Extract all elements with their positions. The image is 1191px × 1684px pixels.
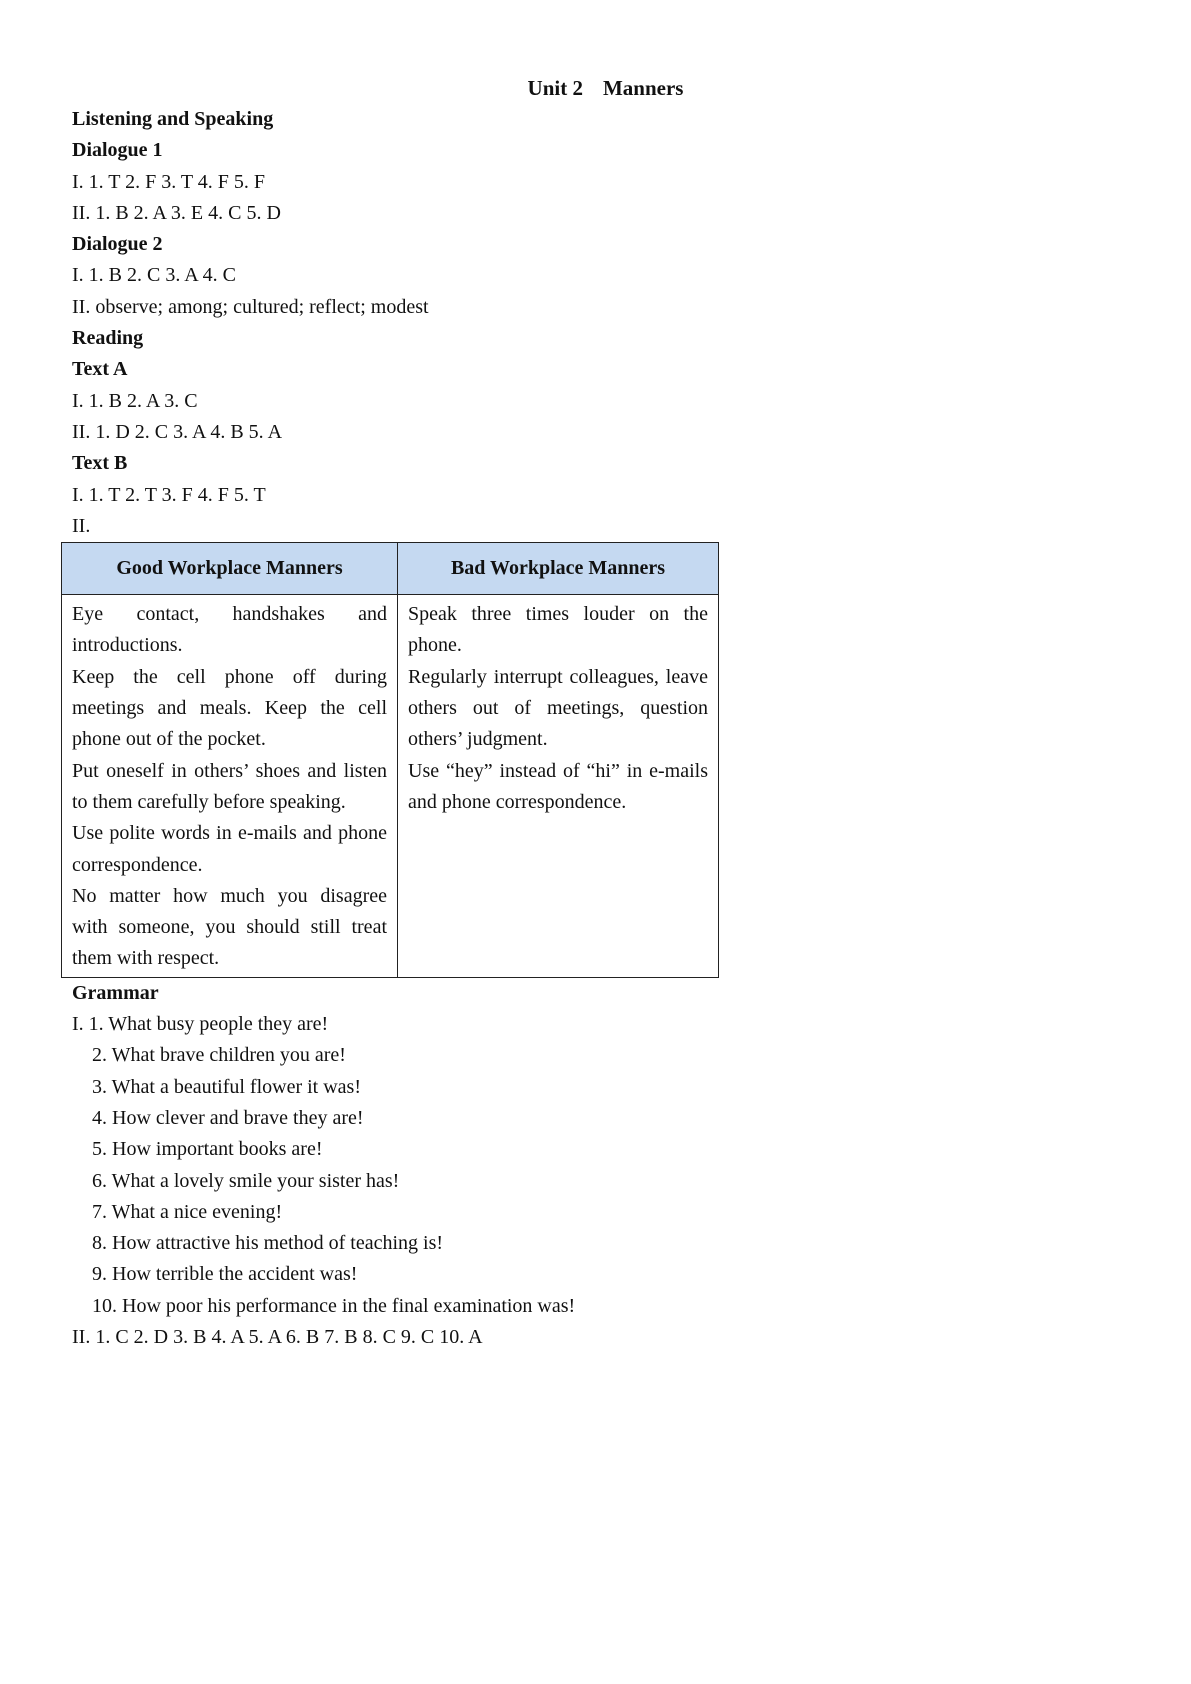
grammar-answer-line: 2. What brave children you are! [92,1044,346,1067]
good-manner-item: Use polite words in e-mails and phone correspondence. [72,822,387,876]
answer-line: II. 1. D 2. C 3. A 4. B 5. A [72,420,283,443]
good-manner-item: No matter how much you disagree with someone, you should still treat them with respect. [72,884,387,970]
column-header-bad: Bad Workplace Manners [398,543,719,595]
page-title [0,74,1191,102]
answer-line: II. observe; among; cultured; reflect; modest [72,295,429,318]
section-heading-listening: Listening and Speaking [72,108,274,130]
grammar-answer-line: 4. How clever and brave they are! [92,1106,364,1129]
answer-line: I. 1. T 2. F 3. T 4. F 5. F [72,170,266,193]
table-row [62,595,719,978]
answer-line: I. 1. B 2. C 3. A 4. C [72,264,236,287]
section-heading-reading: Reading [72,327,144,350]
grammar-answer-line: 5. How important books are! [92,1138,323,1161]
column-header-good: Good Workplace Manners [62,543,398,595]
unit-label: Unit 2 [527,76,583,100]
section-heading-grammar: Grammar [72,981,159,1004]
answer-line: II. [72,514,91,537]
grammar-answer-line: 7. What a nice evening! [92,1200,283,1223]
grammar-answer-line: 9. How terrible the accident was! [92,1263,358,1286]
good-manner-item: Keep the cell phone off during meetings and meals. Keep the cell phone out of the pocket. [72,665,387,751]
grammar-answer-line: 3. What a beautiful flower it was! [92,1075,361,1098]
grammar-answer-line: 10. How poor his performance in the final examination was! [92,1294,576,1317]
answer-line: I. 1. T 2. T 3. F 4. F 5. T [72,483,266,506]
good-manners-cell [62,595,398,978]
grammar-answer-line: 6. What a lovely smile your sister has! [92,1169,400,1192]
subheading-dialogue-1: Dialogue 1 [72,139,163,162]
unit-topic: Manners [602,76,684,100]
subheading-text-b: Text B [72,452,128,475]
answer-line: I. 1. B 2. A 3. C [72,389,198,412]
grammar-answer-line: 8. How attractive his method of teaching is! [92,1232,444,1255]
grammar-answer-line: I. 1. What busy people they are! [72,1013,329,1036]
good-manner-item: Put oneself in others’ shoes and listen to them carefully before speaking. [72,759,387,813]
bad-manner-item: Regularly interrupt colleagues, leave others out of meetings, question others’ judgment. [408,665,708,751]
answer-key-body [72,104,732,1353]
bad-manner-item: Use “hey” instead of “hi” in e-mails and phone correspondence. [408,759,708,813]
bad-manners-cell [398,595,719,978]
table-header-row [62,543,719,595]
answer-line: II. 1. B 2. A 3. E 4. C 5. D [72,201,281,224]
subheading-text-a: Text A [72,358,128,381]
grammar-answer-line: II. 1. C 2. D 3. B 4. A 5. A 6. B 7. B 8. C 9. C 10. A [72,1325,483,1348]
good-manner-item: Eye contact, handshakes and introductions. [72,603,387,657]
bad-manner-item: Speak three times louder on the phone. [408,603,708,657]
subheading-dialogue-2: Dialogue 2 [72,233,163,256]
workplace-manners-table [61,542,719,978]
